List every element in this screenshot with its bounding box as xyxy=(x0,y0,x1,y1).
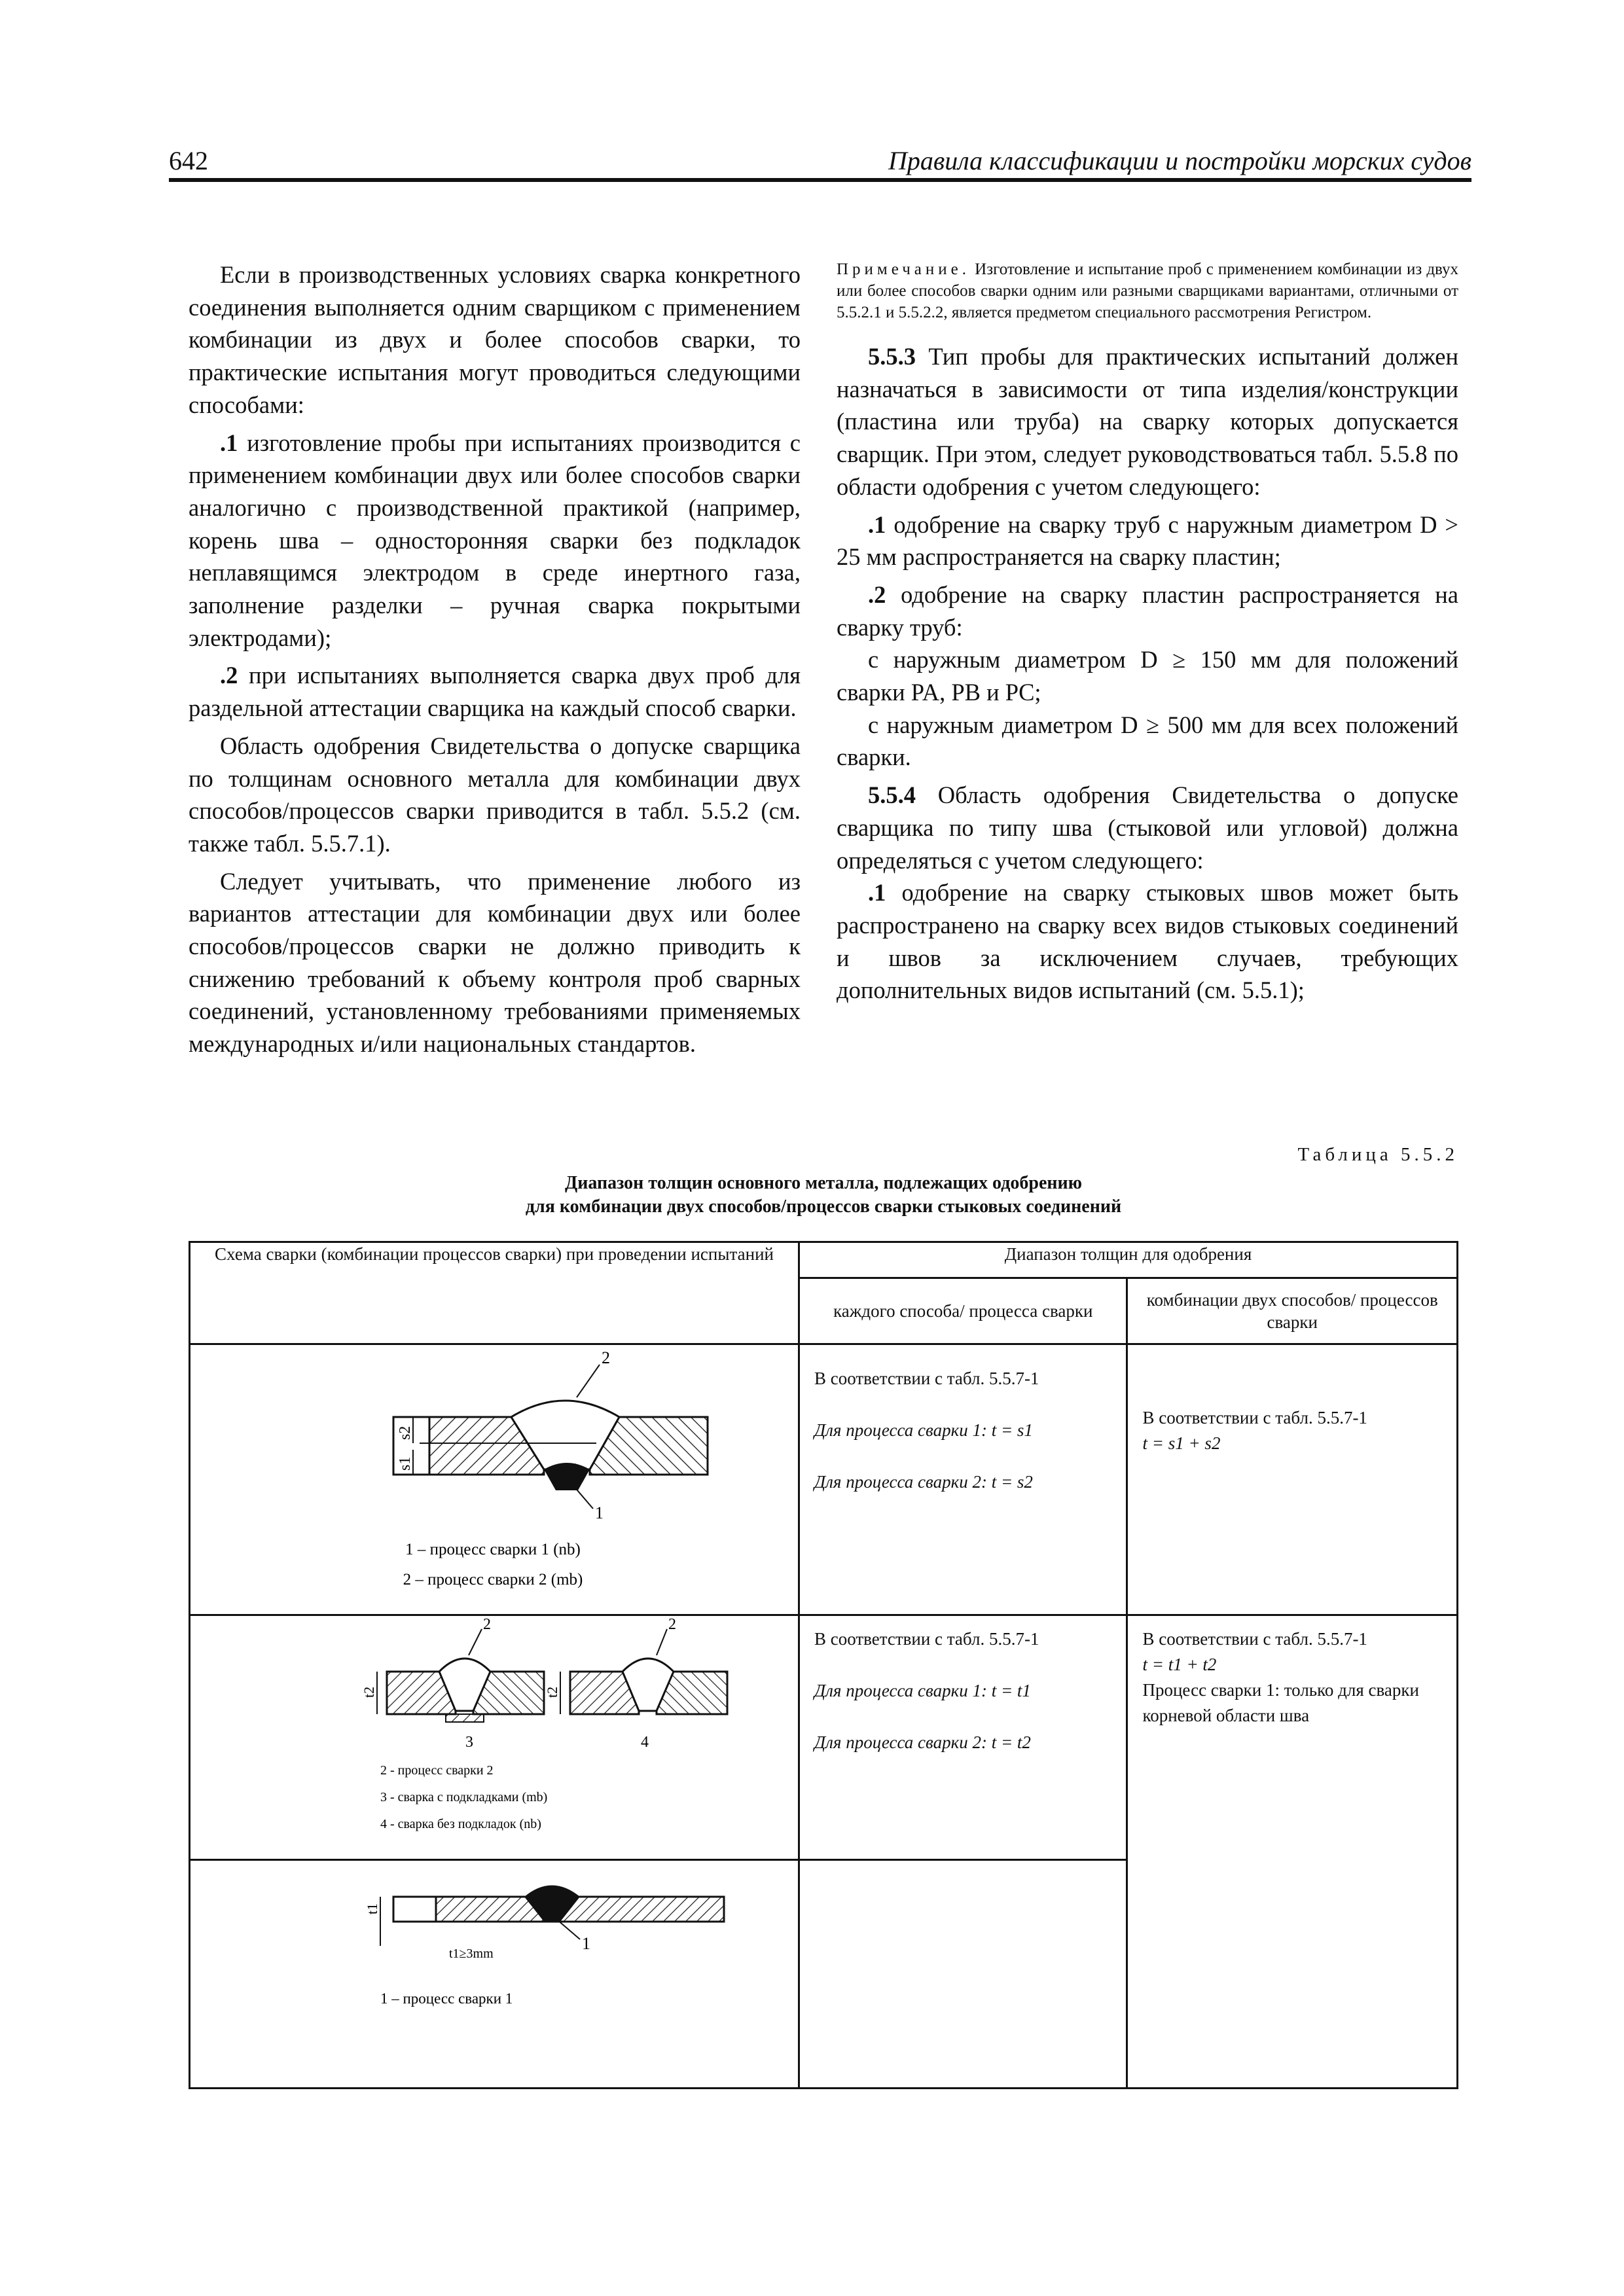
paragraph: Следует учитывать, что применение любого из вариантов аттестации для комбинации двух или более способов/процессов сварки не должно приводить к снижению требований к объему контроля проб сварных соединений, установленному требованиями применяемых международных и/или национальных стандартов. xyxy=(189,867,801,1058)
paragraph: Область одобрения Свидетельства о допуске сварщика по толщинам основного металла для комбинации двух способов/процессов сварки приводится в табл. 5.5.2 (см. также табл. 5.5.7.1). xyxy=(189,732,801,857)
list-item xyxy=(189,427,801,655)
caption: 3 - сварка с подкладками (mb) xyxy=(380,1790,548,1804)
scheme-cell xyxy=(190,1344,799,1615)
list-item xyxy=(837,876,1458,1007)
label-t2: t2 xyxy=(544,1686,560,1698)
item-text: одобрение на сварку пластин распространяется на сварку труб: xyxy=(837,581,1458,641)
each-process-cell xyxy=(799,1615,1127,1860)
item-text: при испытаниях выполняется сварка двух проб для раздельной аттестации сварщика на каждый способ сварки. xyxy=(189,662,801,722)
page-number: 642 xyxy=(169,146,208,175)
item-number: .2 xyxy=(220,662,238,689)
caption: 2 - процесс сварки 2 xyxy=(380,1763,494,1778)
cell-line: В соответствии с табл. 5.5.7-1 xyxy=(814,1369,1039,1388)
item-number: .1 xyxy=(220,429,238,456)
cell-line: Для процесса сварки 2: t = t2 xyxy=(814,1732,1031,1752)
sub-item: с наружным диаметром D ≥ 150 мм для положений сварки PA, PB и PC; xyxy=(837,646,1458,706)
item-text: одобрение на сварку стыковых швов может быть распространено на сварку всех видов стыковых соединений и швов за исключением случаев, требующих дополнительных видов испытаний (см. 5.5.1); xyxy=(837,879,1458,1004)
list-item xyxy=(837,509,1458,573)
left-column xyxy=(189,259,801,1060)
label-2: 2 xyxy=(602,1348,610,1367)
header-range: Диапазон толщин для одобрения xyxy=(799,1242,1457,1278)
weld-scheme-2 xyxy=(190,1616,796,1852)
label-2: 2 xyxy=(483,1616,491,1633)
table-title xyxy=(189,1172,1458,1219)
list-item xyxy=(837,579,1458,643)
combination-cell xyxy=(1127,1344,1458,1615)
label-1: 1 xyxy=(595,1503,604,1522)
cell-line: t = s1 + s2 xyxy=(1142,1433,1221,1453)
item-number: .2 xyxy=(868,581,886,608)
label-4: 4 xyxy=(641,1734,649,1751)
item-text: одобрение на сварку труб с наружным диаметром D > 25 мм распространяется на сварку пластин; xyxy=(837,511,1458,571)
dimension-label: t1≥3mm xyxy=(449,1946,494,1961)
caption: 2 – процесс сварки 2 (mb) xyxy=(403,1571,583,1588)
section-text: Тип пробы для практических испытаний должен назначаться в зависимости от типа изделия/конструкции (пластина или труба) на сварку которых допускается сварщик. При этом, следует руководствоваться табл. 5.5.8 по области одобрения с учетом следующего: xyxy=(837,343,1458,500)
list-item xyxy=(189,659,801,724)
scheme-cell xyxy=(190,1615,799,1860)
cell-line: В соответствии с табл. 5.5.7-1 xyxy=(1142,1629,1367,1649)
note-label: Примечание. xyxy=(837,260,971,278)
sub-item: с наружным диаметром D ≥ 500 мм для всех положений сварки. xyxy=(837,711,1458,771)
running-title: Правила классификации и постройки морских судов xyxy=(888,146,1471,175)
label-t1: t1 xyxy=(364,1903,380,1914)
cell-line: В соответствии с табл. 5.5.7-1 xyxy=(814,1629,1039,1649)
cell-line: Для процесса сварки 2: t = s2 xyxy=(814,1472,1033,1492)
table-row xyxy=(190,1615,1458,1860)
section-number: 5.5.3 xyxy=(868,343,916,370)
cell-line: Для процесса сварки 1: t = t1 xyxy=(814,1681,1031,1700)
table-row xyxy=(190,1344,1458,1615)
section-number: 5.5.4 xyxy=(868,781,916,809)
cell-line: t = t1 + t2 xyxy=(1142,1655,1217,1674)
label-s1: s1 xyxy=(397,1456,414,1471)
label-t2: t2 xyxy=(361,1686,377,1698)
thickness-range-table xyxy=(189,1241,1458,2089)
section-5-5-4 xyxy=(837,779,1458,876)
each-process-cell xyxy=(799,1344,1127,1615)
item-text: изготовление пробы при испытаниях производится с применением комбинации двух или более способов сварки аналогично с производственной практикой (например, корень шва – односторонняя сварки без подкладок неплавящимся электродом в среде инертного газа, заполнение разделки – ручная сварка покрытыми электродами); xyxy=(189,429,801,651)
right-column xyxy=(837,259,1458,1007)
header-scheme: Схема сварки (комбинации процессов сварки) при проведении испытаний xyxy=(190,1242,799,1344)
item-number: .1 xyxy=(868,511,886,538)
table-title-line: Диапазон толщин основного металла, подлежащих одобрению xyxy=(564,1173,1083,1193)
section-5-5-3 xyxy=(837,340,1458,503)
weld-scheme-3 xyxy=(190,1861,796,2080)
caption: 1 – процесс сварки 1 xyxy=(380,1990,513,2007)
note-text: Изготовление и испытание проб с применением комбинации из двух или более способов сварки одним или разными сварщиками вариантами, отличными от 5.5.2.1 и 5.5.2.2, является предметом специального рассмотрения Регистром. xyxy=(837,260,1458,321)
label-1: 1 xyxy=(582,1934,590,1953)
table-label: Таблица 5.5.2 xyxy=(1297,1144,1458,1165)
cell-line: Для процесса сварки 1: t = s1 xyxy=(814,1420,1033,1440)
table-title-line: для комбинации двух способов/процессов сварки стыковых соединений xyxy=(525,1196,1122,1217)
paragraph: Если в производственных условиях сварка конкретного соединения выполняется одним сварщиком с применением комбинации из двух и более способов сварки, то практические испытания могут проводиться следующими способами: xyxy=(189,261,801,418)
note xyxy=(837,259,1458,323)
scheme-cell xyxy=(190,1860,799,2089)
label-s2: s2 xyxy=(397,1426,414,1440)
combination-cell xyxy=(1127,1615,1458,2089)
cell-line: Процесс сварки 1: только для сварки корневой области шва xyxy=(1142,1680,1419,1725)
header-combination: комбинации двух способов/ процессов сварки xyxy=(1127,1278,1458,1344)
header-each-process: каждого способа/ процесса сварки xyxy=(799,1278,1127,1344)
header-rule xyxy=(169,178,1471,182)
weld-scheme-1 xyxy=(190,1345,796,1607)
item-number: .1 xyxy=(868,879,886,906)
label-3: 3 xyxy=(465,1734,473,1751)
each-process-cell-empty xyxy=(799,1860,1127,2089)
caption: 1 – процесс сварки 1 (nb) xyxy=(405,1541,581,1558)
label-2: 2 xyxy=(668,1616,676,1633)
caption: 4 - сварка без подкладок (nb) xyxy=(380,1817,541,1831)
cell-line: В соответствии с табл. 5.5.7-1 xyxy=(1142,1408,1367,1427)
section-text: Область одобрения Свидетельства о допуске сварщика по типу шва (стыковой или угловой) должна определяться с учетом следующего: xyxy=(837,781,1458,874)
